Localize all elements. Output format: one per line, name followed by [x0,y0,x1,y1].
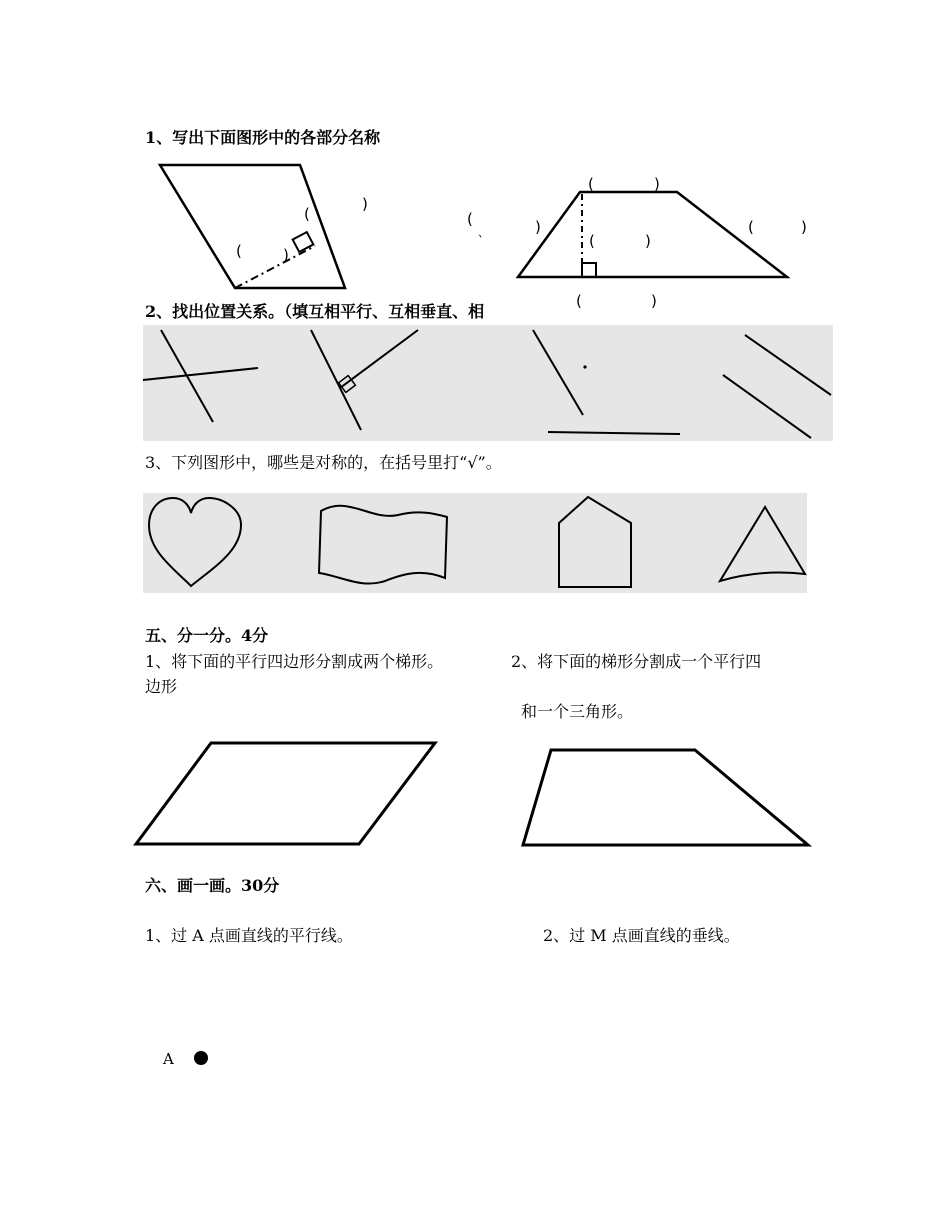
q3-shapes-figure [143,493,807,593]
q1-trap-mid-open: ( [589,232,595,250]
sector-shape [720,507,805,581]
q1-trap-bottom-open: ( [576,292,582,310]
q2-lines-figure [143,325,833,441]
q1-trap-left-close: ) [535,218,541,236]
q3-title: 3、下列图形中，哪些是对称的，在括号里打“√”。 [145,453,502,472]
q1-mid-comma: 、 [478,226,489,239]
point-a-dot [193,1050,209,1066]
q1-trap-mid-close: ) [645,232,651,250]
q1-paren-2-close: ) [283,246,289,264]
q1-parallelogram-figure [155,160,355,295]
q1-trap-bottom-close: ) [651,292,657,310]
section5-trapezoid [520,747,812,849]
q1-mid-paren: ( [467,210,473,228]
q2-title: 2、找出位置关系。（填互相平行、互相垂直、相 [145,302,485,321]
pentagon-house-shape [559,497,631,587]
section5-parallelogram [133,740,438,848]
section5-title: 五、分一分。4分 [145,626,269,645]
section6-item1: 1、过 A 点画直线的平行线。 [145,926,353,945]
section6-title: 六、画一画。30分 [145,876,280,895]
section5-item1-line1: 1、将下面的平行四边形分割成两个梯形。 [145,652,444,671]
q1-paren-1-open: ( [304,205,310,223]
section5-item2-line1: 2、将下面的梯形分割成一个平行四 [511,652,762,671]
q1-title: 1、写出下面图形中的各部分名称 [145,128,381,147]
section5-item1-line2: 边形 [145,677,178,696]
q1-trap-top-close: ) [654,175,660,193]
q1-trap-right-close: ) [801,218,807,236]
point-a-label: A [163,1050,174,1068]
q1-trap-top-open: ( [588,175,594,193]
heart-shape [149,498,241,586]
section5-item2-line2: 和一个三角形。 [521,702,634,721]
section6-item2: 2、过 M 点画直线的垂线。 [543,926,740,945]
q1-trap-right-open: ( [748,218,754,236]
q1-stray-paren: ) [362,195,368,213]
q1-paren-2-open: ( [236,242,242,260]
wavy-flag-shape [319,506,447,584]
